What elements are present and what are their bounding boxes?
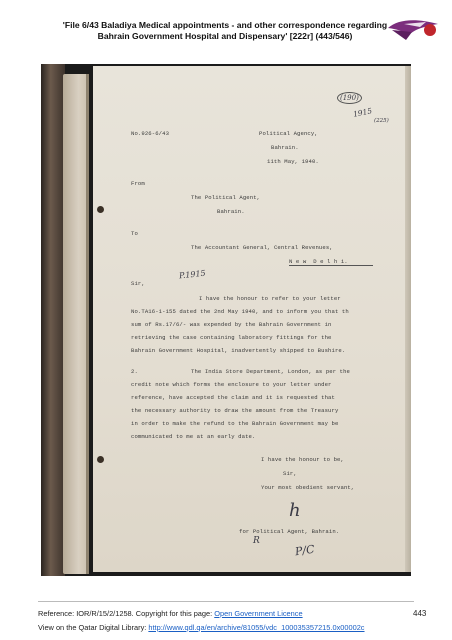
reference-number: No.926-6/43 xyxy=(131,130,170,137)
closing-line1: I have the honour to be, xyxy=(261,456,344,463)
to-place-underline xyxy=(289,265,373,266)
letter-content xyxy=(99,70,399,566)
footer-view-online xyxy=(38,623,365,632)
previous-page-edge xyxy=(63,74,89,574)
qatar-digital-library-logo xyxy=(386,16,440,42)
handwritten-initial: R xyxy=(253,536,260,546)
sheet-edge xyxy=(405,66,411,572)
closing-line3: Your most obedient servant, xyxy=(261,484,355,491)
paragraph2-line5: in order to make the refund to the Bahrain Government may be xyxy=(131,420,339,427)
letter-date: 11th May, 1940. xyxy=(267,158,319,165)
from-label: From xyxy=(131,180,145,187)
licence-link[interactable]: Open Government Licence xyxy=(214,609,303,618)
page-number: 443 xyxy=(413,609,427,618)
signature-line: for Political Agent, Bahrain. xyxy=(239,528,340,535)
page-header xyxy=(60,20,390,42)
folio-number-circled: (190) xyxy=(337,92,362,104)
header-title-line2: Bahrain Government Hospital and Dispensary' [222r] (443/546) xyxy=(97,31,353,41)
to-label: To xyxy=(131,230,138,237)
closing-line2: Sir, xyxy=(283,470,297,477)
binding-spine xyxy=(41,64,65,576)
qdl-link[interactable]: http://www.qdl.qa/en/archive/81055/vdc_100035357215.0x00002c xyxy=(148,623,365,632)
footer-view-text: View on the Qatar Digital Library: xyxy=(38,623,149,632)
paragraph2-line1: The India Store Department, London, as per the xyxy=(191,368,351,375)
to-name: The Accountant General, Central Revenues, xyxy=(191,244,333,251)
paragraph1-line1: I have the honour to refer to your letter xyxy=(199,295,341,302)
letter-sheet xyxy=(93,66,411,572)
handwritten-reference: P.1915 xyxy=(178,268,207,281)
paragraph1-line2: No.TA16-1-155 dated the 2nd May 1940, and to inform you that th xyxy=(131,308,349,315)
footer-reference xyxy=(38,609,303,618)
paragraph1-line5: Bahrain Government Hospital, inadvertently shipped to Bushire. xyxy=(131,347,346,354)
footer-divider xyxy=(38,601,414,602)
handwritten-signature: h xyxy=(289,500,301,521)
paragraph2-line4: the necessary authority to draw the amount from the Treasury xyxy=(131,407,339,414)
paragraph1-line4: retrieving the case containing laboratory fittings for the xyxy=(131,334,332,341)
sender-place: Bahrain. xyxy=(271,144,299,151)
footer-reference-text: Reference: IOR/R/15/2/1258. Copyright for this page: xyxy=(38,609,215,618)
paragraph2-number: 2. xyxy=(131,368,138,375)
to-place: N e w D e l h i. xyxy=(289,258,348,265)
salutation: Sir, xyxy=(131,280,145,287)
handwritten-pc-mark: P/C xyxy=(294,542,316,559)
document-scan xyxy=(41,64,411,576)
paragraph1-line3: sum of Rs.17/6/- was expended by the Bahrain Government in xyxy=(131,321,332,328)
folio-number-small: (225) xyxy=(374,118,389,124)
paragraph2-line2: credit note which forms the enclosure to your letter under xyxy=(131,381,332,388)
paragraph2-line3: reference, have accepted the claim and it is requested that xyxy=(131,394,335,401)
header-title-line1: 'File 6/43 Baladiya Medical appointments - and other correspondence regarding xyxy=(62,20,388,30)
folio-number: 1915 xyxy=(352,106,373,119)
paragraph2-line6: communicated to me at an early date. xyxy=(131,433,256,440)
from-name: The Political Agent, xyxy=(191,194,261,201)
from-place: Bahrain. xyxy=(217,208,245,215)
sender-organisation: Political Agency, xyxy=(259,130,318,137)
